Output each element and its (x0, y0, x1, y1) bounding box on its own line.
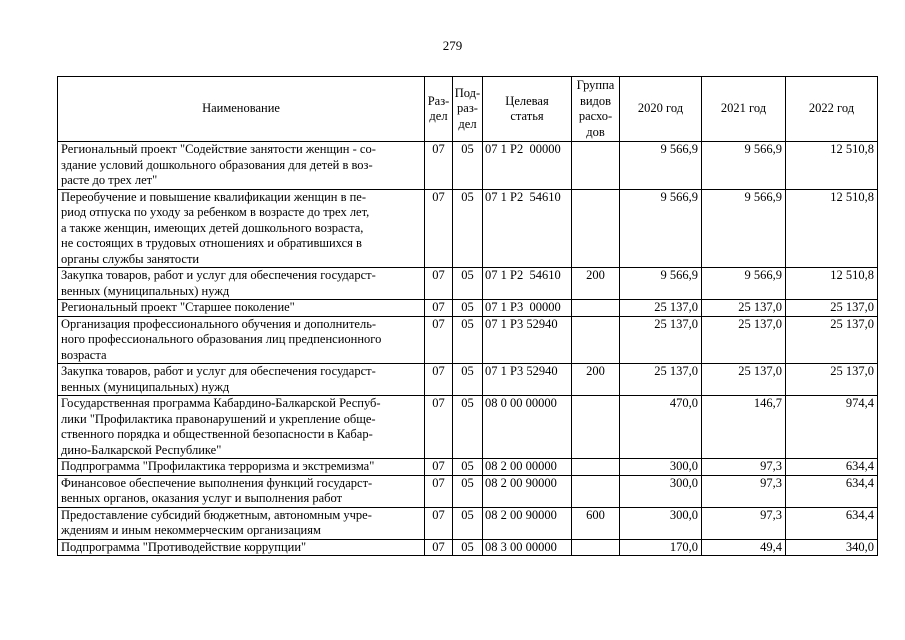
row-amount-2022: 25 137,0 (786, 316, 878, 364)
header-2022: 2022 год (786, 77, 878, 142)
row-razdel: 07 (425, 316, 453, 364)
row-razdel: 07 (425, 268, 453, 300)
table-row (58, 364, 878, 396)
row-name: Подпрограмма "Профилактика терроризма и экстремизма" (58, 459, 425, 476)
row-amount-2021: 25 137,0 (702, 364, 786, 396)
header-target-article: Целевая статья (483, 77, 572, 142)
row-expense-group (572, 396, 620, 459)
row-amount-2021: 97,3 (702, 475, 786, 507)
row-target-article: 07 1 P2 54610 (483, 189, 572, 268)
row-amount-2021: 9 566,9 (702, 142, 786, 190)
row-amount-2022: 12 510,8 (786, 142, 878, 190)
row-podrazdel: 05 (453, 268, 483, 300)
row-expense-group (572, 316, 620, 364)
row-podrazdel: 05 (453, 507, 483, 539)
row-razdel: 07 (425, 300, 453, 317)
row-amount-2020: 300,0 (620, 475, 702, 507)
row-podrazdel: 05 (453, 539, 483, 556)
row-name: Закупка товаров, работ и услуг для обеспечения государст- венных (муниципальных) нужд (58, 268, 425, 300)
row-amount-2021: 25 137,0 (702, 300, 786, 317)
row-amount-2020: 25 137,0 (620, 364, 702, 396)
table-row (58, 459, 878, 476)
row-amount-2020: 9 566,9 (620, 268, 702, 300)
header-expense-group: Группа видов расхо- дов (572, 77, 620, 142)
header-row (58, 77, 878, 142)
row-target-article: 08 2 00 00000 (483, 459, 572, 476)
row-expense-group: 600 (572, 507, 620, 539)
table-row (58, 396, 878, 459)
header-2020: 2020 год (620, 77, 702, 142)
header-name: Наименование (58, 77, 425, 142)
row-name: Финансовое обеспечение выполнения функций государст- венных органов, оказания услуг и выполнения работ (58, 475, 425, 507)
budget-table (57, 76, 878, 556)
page-number: 279 (442, 38, 463, 53)
row-amount-2020: 470,0 (620, 396, 702, 459)
row-amount-2021: 49,4 (702, 539, 786, 556)
row-amount-2022: 634,4 (786, 507, 878, 539)
row-amount-2022: 974,4 (786, 396, 878, 459)
row-expense-group (572, 142, 620, 190)
row-name: Предоставление субсидий бюджетным, автономным учре- ждениям и иным некоммерческим организациям (58, 507, 425, 539)
row-amount-2022: 340,0 (786, 539, 878, 556)
table-row (58, 507, 878, 539)
row-target-article: 08 2 00 90000 (483, 507, 572, 539)
header-2021: 2021 год (702, 77, 786, 142)
row-podrazdel: 05 (453, 459, 483, 476)
row-amount-2022: 12 510,8 (786, 268, 878, 300)
table-body (58, 142, 878, 556)
row-name: Переобучение и повышение квалификации женщин в пе- риод отпуска по уходу за ребенком в возрасте до трех лет, а также женщин, имеющих детей дошкольного возраста, не состоящих в трудовых отношениях и обратившихся в органы службы занятости (58, 189, 425, 268)
row-expense-group (572, 459, 620, 476)
row-podrazdel: 05 (453, 300, 483, 317)
row-expense-group: 200 (572, 268, 620, 300)
row-podrazdel: 05 (453, 475, 483, 507)
row-razdel: 07 (425, 459, 453, 476)
table-row (58, 142, 878, 190)
row-podrazdel: 05 (453, 364, 483, 396)
row-amount-2020: 9 566,9 (620, 189, 702, 268)
row-podrazdel: 05 (453, 142, 483, 190)
row-target-article: 08 2 00 90000 (483, 475, 572, 507)
row-expense-group (572, 189, 620, 268)
row-razdel: 07 (425, 539, 453, 556)
row-target-article: 07 1 P3 52940 (483, 316, 572, 364)
row-amount-2022: 12 510,8 (786, 189, 878, 268)
table-header (58, 77, 878, 142)
row-amount-2020: 9 566,9 (620, 142, 702, 190)
row-target-article: 07 1 P3 00000 (483, 300, 572, 317)
row-podrazdel: 05 (453, 189, 483, 268)
row-podrazdel: 05 (453, 396, 483, 459)
row-target-article: 08 0 00 00000 (483, 396, 572, 459)
table-row (58, 475, 878, 507)
row-podrazdel: 05 (453, 316, 483, 364)
row-expense-group (572, 475, 620, 507)
row-amount-2020: 170,0 (620, 539, 702, 556)
row-amount-2021: 25 137,0 (702, 316, 786, 364)
row-target-article: 07 1 P3 52940 (483, 364, 572, 396)
row-razdel: 07 (425, 189, 453, 268)
row-amount-2020: 25 137,0 (620, 300, 702, 317)
row-target-article: 07 1 P2 00000 (483, 142, 572, 190)
table-row (58, 268, 878, 300)
row-name: Региональный проект "Старшее поколение" (58, 300, 425, 317)
row-name: Государственная программа Кабардино-Балкарской Респуб- лики "Профилактика правонарушений и укрепление обще- ственного порядка и общественной безопасности в Кабар- дино-Балкарской Республике" (58, 396, 425, 459)
row-name: Закупка товаров, работ и услуг для обеспечения государст- венных (муниципальных) нужд (58, 364, 425, 396)
row-amount-2021: 9 566,9 (702, 189, 786, 268)
row-amount-2022: 25 137,0 (786, 364, 878, 396)
row-expense-group: 200 (572, 364, 620, 396)
table-row (58, 316, 878, 364)
row-amount-2021: 97,3 (702, 507, 786, 539)
header-podrazdel: Под- раз- дел (453, 77, 483, 142)
row-razdel: 07 (425, 396, 453, 459)
row-razdel: 07 (425, 475, 453, 507)
row-amount-2022: 634,4 (786, 475, 878, 507)
row-amount-2021: 97,3 (702, 459, 786, 476)
row-expense-group (572, 539, 620, 556)
row-amount-2020: 25 137,0 (620, 316, 702, 364)
header-razdel: Раз- дел (425, 77, 453, 142)
row-expense-group (572, 300, 620, 317)
row-amount-2022: 634,4 (786, 459, 878, 476)
row-razdel: 07 (425, 364, 453, 396)
table-row (58, 189, 878, 268)
row-razdel: 07 (425, 507, 453, 539)
row-name: Региональный проект "Содействие занятости женщин - со- здание условий дошкольного образования для детей в воз- расте до трех лет" (58, 142, 425, 190)
row-amount-2022: 25 137,0 (786, 300, 878, 317)
row-amount-2021: 146,7 (702, 396, 786, 459)
row-target-article: 08 3 00 00000 (483, 539, 572, 556)
table-row (58, 300, 878, 317)
table-row (58, 539, 878, 556)
row-target-article: 07 1 P2 54610 (483, 268, 572, 300)
row-amount-2020: 300,0 (620, 507, 702, 539)
row-amount-2021: 9 566,9 (702, 268, 786, 300)
row-razdel: 07 (425, 142, 453, 190)
row-name: Подпрограмма "Противодействие коррупции" (58, 539, 425, 556)
row-name: Организация профессионального обучения и дополнитель- ного профессионального образования лиц предпенсионного возраста (58, 316, 425, 364)
row-amount-2020: 300,0 (620, 459, 702, 476)
